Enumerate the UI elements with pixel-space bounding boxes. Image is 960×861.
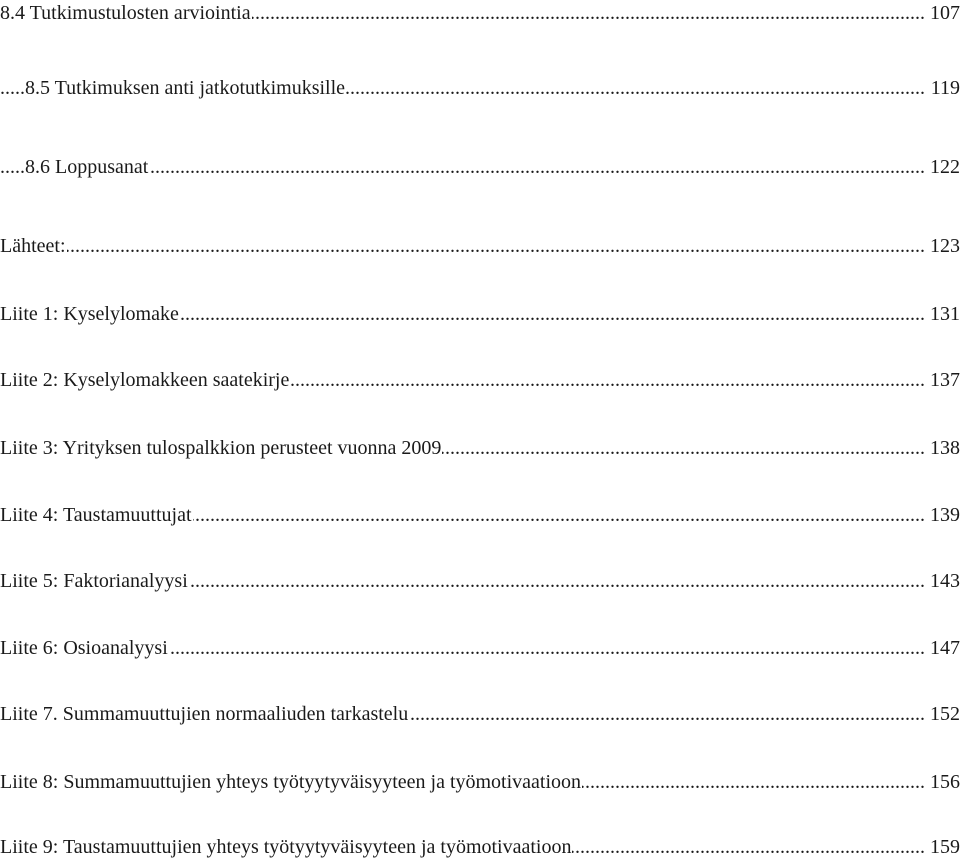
toc-entry-page: 123 — [930, 235, 960, 257]
toc-entry-page: 119 — [930, 77, 960, 99]
toc-entry-title: Liite 6: Osioanalyysi — [0, 637, 168, 659]
toc-entry-title: Lähteet: — [0, 235, 66, 257]
toc-entry[interactable] — [0, 301, 960, 327]
toc-entry-title: Liite 2: Kyselylomakkeen saatekirje — [0, 369, 290, 391]
toc-entry[interactable] — [0, 367, 960, 393]
toc-entry-title: 8.5 Tutkimuksen anti jatkotutkimuksille — [25, 77, 346, 99]
toc-entry-page: 137 — [930, 369, 960, 391]
toc-entry[interactable] — [0, 0, 960, 26]
toc-entry-page: 139 — [930, 504, 960, 526]
toc-entry[interactable] — [0, 75, 960, 101]
toc-entry-title: Liite 9: Taustamuuttujien yhteys työtyytyväisyyteen ja työmotivaatioon — [0, 836, 572, 858]
toc-entry[interactable] — [0, 834, 960, 860]
toc-entry-title: Liite 7. Summamuuttujien normaaliuden tarkastelu — [0, 703, 409, 725]
toc-entry-title: 8.6 Loppusanat — [25, 156, 149, 178]
toc-entry-page: 143 — [930, 570, 960, 592]
toc-entry[interactable] — [0, 568, 960, 594]
toc-entry-title: Liite 3: Yrityksen tulospalkkion perusteet vuonna 2009 — [0, 437, 442, 459]
toc-entry[interactable] — [0, 769, 960, 795]
toc-entry[interactable] — [0, 502, 960, 528]
toc-entry[interactable] — [0, 233, 960, 259]
toc-entry[interactable] — [0, 635, 960, 661]
toc-entry-page: 122 — [930, 156, 960, 178]
toc-entry[interactable] — [0, 435, 960, 461]
toc-entry-title: Liite 1: Kyselylomake — [0, 303, 179, 325]
toc-entry-page: 131 — [930, 303, 960, 325]
toc-entry-page: 152 — [930, 703, 960, 725]
toc-entry-title: Liite 5: Faktorianalyysi — [0, 570, 188, 592]
toc-entry-page: 156 — [930, 771, 960, 793]
toc-leader-dots — [0, 233, 924, 259]
toc-entry-page: 159 — [930, 836, 960, 858]
toc-entry-page: 147 — [930, 637, 960, 659]
toc-entry[interactable] — [0, 154, 960, 180]
toc-entry[interactable] — [0, 701, 960, 727]
toc-entry-page: 138 — [930, 437, 960, 459]
toc-entry-title: Liite 4: Taustamuuttujat — [0, 504, 192, 526]
toc-entry-title: Liite 8: Summamuuttujien yhteys työtyytyväisyyteen ja työmotivaatioon — [0, 771, 582, 793]
toc-entry-title: 8.4 Tutkimustulosten arviointia — [0, 2, 251, 24]
toc-entry-page: 107 — [930, 2, 960, 24]
